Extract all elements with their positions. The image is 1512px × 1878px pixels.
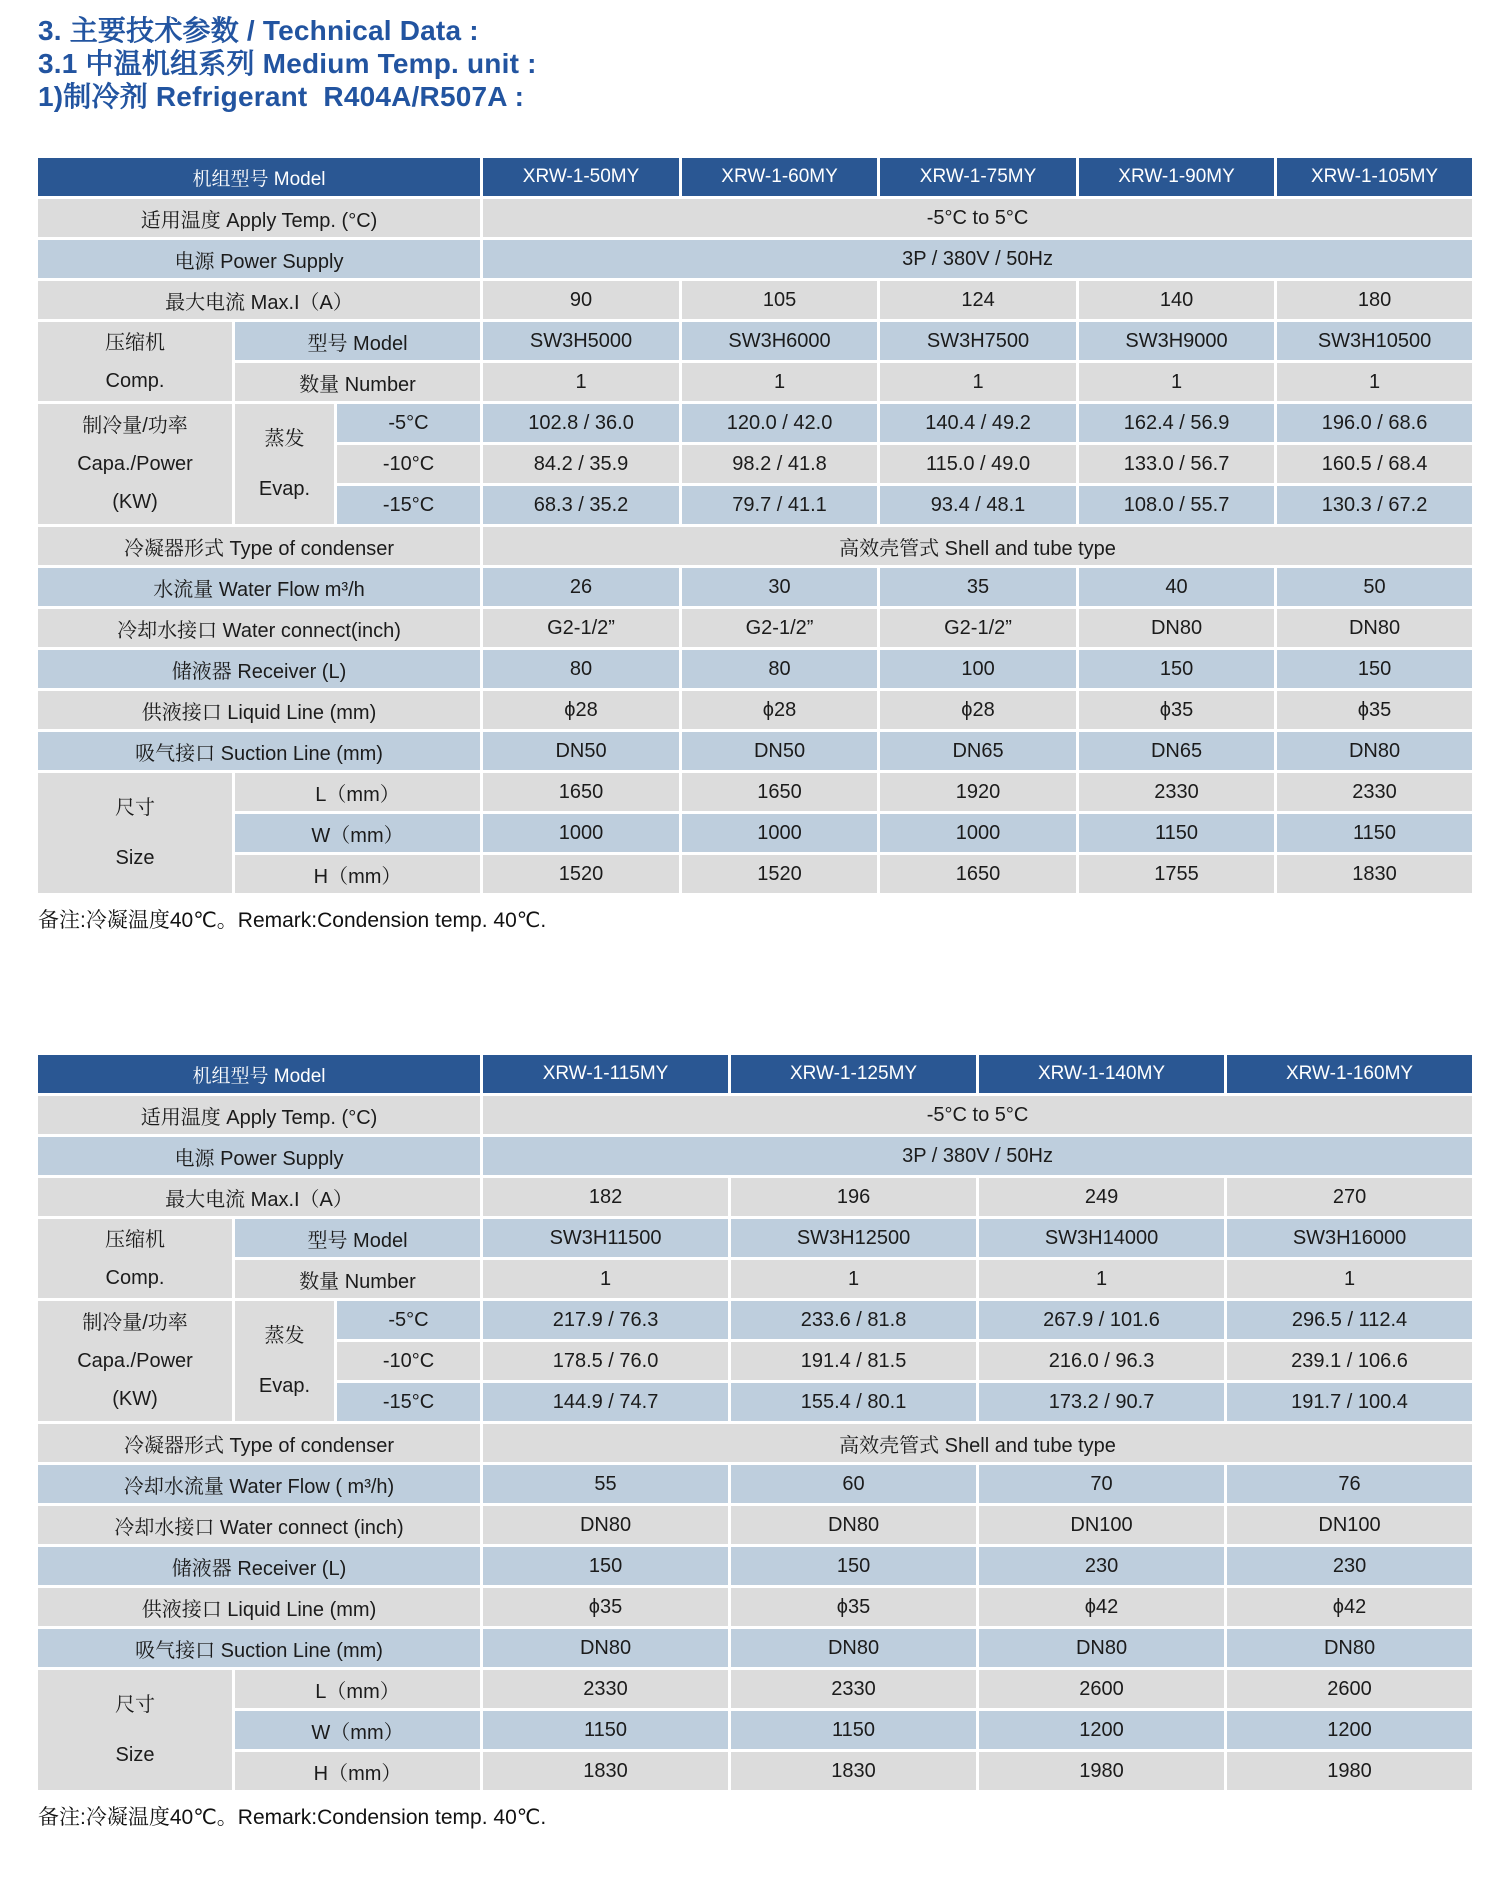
row-label: H（mm）	[235, 1752, 480, 1790]
cell-value: G2-1/2”	[880, 609, 1076, 647]
cell-value: 1520	[682, 855, 877, 893]
group-label-line: 制冷量/功率	[82, 415, 188, 437]
cell-value: 70	[979, 1465, 1224, 1503]
cell-value: G2-1/2”	[682, 609, 877, 647]
cell-value: 100	[880, 650, 1076, 688]
cell-value: 2330	[483, 1670, 728, 1708]
table-row	[38, 527, 1472, 565]
cell-value: 216.0 / 96.3	[979, 1342, 1224, 1380]
sub-group-label	[235, 1301, 334, 1421]
tech-table-2-body	[38, 1096, 1472, 1790]
cell-value: 1	[979, 1260, 1224, 1298]
table-row	[38, 855, 1472, 893]
cell-value: 1980	[1227, 1752, 1472, 1790]
cell-value: DN80	[1277, 732, 1472, 770]
cell-value: 191.4 / 81.5	[731, 1342, 976, 1380]
cell-value: 162.4 / 56.9	[1079, 404, 1274, 442]
cell-value: 196.0 / 68.6	[1277, 404, 1472, 442]
cell-value: 144.9 / 74.7	[483, 1383, 728, 1421]
row-label: 数量 Number	[235, 363, 480, 401]
cell-value: 140.4 / 49.2	[880, 404, 1076, 442]
group-label-line: Comp.	[105, 369, 165, 392]
group-label-line: (KW)	[112, 1388, 158, 1410]
cell-value: ϕ42	[1227, 1588, 1472, 1626]
cell-value: 124	[880, 281, 1076, 319]
cell-value: 296.5 / 112.4	[1227, 1301, 1472, 1339]
section-title-block	[38, 14, 1478, 113]
cell-value: ϕ28	[483, 691, 679, 729]
table-row	[38, 1465, 1472, 1503]
cell-value: DN80	[979, 1629, 1224, 1667]
cell-value: 55	[483, 1465, 728, 1503]
cell-value: 1000	[682, 814, 877, 852]
cell-value: 1000	[880, 814, 1076, 852]
cell-value: 108.0 / 55.7	[1079, 486, 1274, 524]
group-label-line: 制冷量/功率	[82, 1312, 188, 1334]
cell-value: DN80	[731, 1629, 976, 1667]
cell-value: 1150	[483, 1711, 728, 1749]
table-row	[38, 199, 1472, 237]
cell-value: 270	[1227, 1178, 1472, 1216]
cell-value: 80	[682, 650, 877, 688]
sub-group-label	[235, 404, 334, 524]
cell-value: 150	[731, 1547, 976, 1585]
cell-value: DN80	[731, 1506, 976, 1544]
cell-value: 1920	[880, 773, 1076, 811]
table-row	[38, 1711, 1472, 1749]
cell-value: DN65	[1079, 732, 1274, 770]
table-row	[38, 281, 1472, 319]
group-label	[38, 1301, 232, 1421]
header-row	[38, 158, 1472, 196]
table-header-model-label: 机组型号 Model	[38, 158, 480, 196]
table-row	[38, 732, 1472, 770]
cell-value: DN80	[483, 1629, 728, 1667]
cell-value: 1200	[1227, 1711, 1472, 1749]
cell-value: 233.6 / 81.8	[731, 1301, 976, 1339]
tech-table-2	[35, 1052, 1475, 1793]
table-row	[38, 404, 1472, 442]
group-label-line: 压缩机	[105, 1228, 165, 1251]
section-title-line-1: 3. 主要技术参数 / Technical Data :	[38, 15, 479, 46]
row-label: 供液接口 Liquid Line (mm)	[38, 691, 480, 729]
cell-value: 267.9 / 101.6	[979, 1301, 1224, 1339]
header-row	[38, 1055, 1472, 1093]
cell-value: 173.2 / 90.7	[979, 1383, 1224, 1421]
row-label: -15°C	[337, 1383, 480, 1421]
row-label: 储液器 Receiver (L)	[38, 650, 480, 688]
cell-value: 102.8 / 36.0	[483, 404, 679, 442]
row-label: 电源 Power Supply	[38, 240, 480, 278]
cell-value: 1830	[731, 1752, 976, 1790]
cell-value: 1830	[1277, 855, 1472, 893]
table-row	[38, 1096, 1472, 1134]
cell-value: 1	[880, 363, 1076, 401]
cell-value: 40	[1079, 568, 1274, 606]
cell-value: 84.2 / 35.9	[483, 445, 679, 483]
row-label: 吸气接口 Suction Line (mm)	[38, 732, 480, 770]
cell-value: 230	[1227, 1547, 1472, 1585]
cell-value: 150	[1079, 650, 1274, 688]
table-row	[38, 240, 1472, 278]
model-column-header: XRW-1-60MY	[682, 158, 877, 196]
table-row	[38, 1752, 1472, 1790]
table-row	[38, 1506, 1472, 1544]
merged-value: 3P / 380V / 50Hz	[483, 240, 1472, 278]
cell-value: 1	[682, 363, 877, 401]
row-label: 冷却水接口 Water connect (inch)	[38, 1506, 480, 1544]
cell-value: 93.4 / 48.1	[880, 486, 1076, 524]
cell-value: DN65	[880, 732, 1076, 770]
cell-value: 1000	[483, 814, 679, 852]
table-row	[38, 363, 1472, 401]
sub-group-label-line: 蒸发	[264, 1325, 305, 1347]
cell-value: 180	[1277, 281, 1472, 319]
row-label: L（mm）	[235, 1670, 480, 1708]
cell-value: 2600	[1227, 1670, 1472, 1708]
cell-value: SW3H5000	[483, 322, 679, 360]
cell-value: SW3H11500	[483, 1219, 728, 1257]
row-label: -10°C	[337, 445, 480, 483]
cell-value: DN80	[483, 1506, 728, 1544]
group-label-line: Size	[115, 1744, 155, 1766]
merged-value: 高效壳管式 Shell and tube type	[483, 527, 1472, 565]
cell-value: ϕ28	[682, 691, 877, 729]
row-label: H（mm）	[235, 855, 480, 893]
group-label	[38, 1670, 232, 1790]
row-label: 冷凝器形式 Type of condenser	[38, 1424, 480, 1462]
group-label	[38, 1219, 232, 1298]
cell-value: DN50	[682, 732, 877, 770]
table-row	[38, 650, 1472, 688]
row-label: 型号 Model	[235, 1219, 480, 1257]
cell-value: SW3H7500	[880, 322, 1076, 360]
table-row	[38, 1547, 1472, 1585]
cell-value: 217.9 / 76.3	[483, 1301, 728, 1339]
cell-value: 1	[1277, 363, 1472, 401]
cell-value: 2330	[1079, 773, 1274, 811]
group-label-line: 尺寸	[115, 1694, 155, 1716]
table-row	[38, 1588, 1472, 1626]
merged-value: -5°C to 5°C	[483, 199, 1472, 237]
group-label	[38, 773, 232, 893]
cell-value: 160.5 / 68.4	[1277, 445, 1472, 483]
cell-value: ϕ35	[1277, 691, 1472, 729]
cell-value: 30	[682, 568, 877, 606]
table-2-remark: 备注:冷凝温度40℃。Remark:Condension temp. 40℃.	[38, 1806, 547, 1829]
cell-value: SW3H6000	[682, 322, 877, 360]
tech-table-1	[35, 155, 1475, 896]
cell-value: ϕ35	[731, 1588, 976, 1626]
cell-value: 80	[483, 650, 679, 688]
cell-value: SW3H14000	[979, 1219, 1224, 1257]
cell-value: 98.2 / 41.8	[682, 445, 877, 483]
table-row	[38, 1301, 1472, 1339]
table-row	[38, 1260, 1472, 1298]
cell-value: 1	[483, 1260, 728, 1298]
table-row	[38, 1219, 1472, 1257]
table-1-remark: 备注:冷凝温度40℃。Remark:Condension temp. 40℃.	[38, 909, 547, 932]
sub-group-label-line: 蒸发	[264, 428, 305, 450]
table-row	[38, 1424, 1472, 1462]
group-label-line: Comp.	[105, 1266, 165, 1289]
row-label: L（mm）	[235, 773, 480, 811]
row-label: 冷凝器形式 Type of condenser	[38, 527, 480, 565]
tech-table-1-body	[38, 199, 1472, 893]
table-row	[38, 322, 1472, 360]
model-column-header: XRW-1-140MY	[979, 1055, 1224, 1093]
model-column-header: XRW-1-105MY	[1277, 158, 1472, 196]
cell-value: DN80	[1227, 1629, 1472, 1667]
cell-value: 1980	[979, 1752, 1224, 1790]
model-column-header: XRW-1-115MY	[483, 1055, 728, 1093]
cell-value: 1830	[483, 1752, 728, 1790]
row-label: 冷却水接口 Water connect(inch)	[38, 609, 480, 647]
sub-group-label-line: Evap.	[258, 478, 311, 500]
table-row	[38, 1137, 1472, 1175]
row-label: 储液器 Receiver (L)	[38, 1547, 480, 1585]
model-column-header: XRW-1-160MY	[1227, 1055, 1472, 1093]
table-row	[38, 1670, 1472, 1708]
cell-value: G2-1/2”	[483, 609, 679, 647]
row-label: W（mm）	[235, 1711, 480, 1749]
cell-value: 150	[1277, 650, 1472, 688]
table-row	[38, 814, 1472, 852]
row-label: 冷却水流量 Water Flow ( m³/h)	[38, 1465, 480, 1503]
cell-value: 60	[731, 1465, 976, 1503]
row-label: W（mm）	[235, 814, 480, 852]
cell-value: 133.0 / 56.7	[1079, 445, 1274, 483]
cell-value: DN100	[979, 1506, 1224, 1544]
model-column-header: XRW-1-75MY	[880, 158, 1076, 196]
merged-value: 3P / 380V / 50Hz	[483, 1137, 1472, 1175]
cell-value: 1150	[1079, 814, 1274, 852]
cell-value: 1650	[682, 773, 877, 811]
sub-group-label-line: Evap.	[258, 1375, 311, 1397]
cell-value: 2330	[1277, 773, 1472, 811]
row-label: 数量 Number	[235, 1260, 480, 1298]
cell-value: DN50	[483, 732, 679, 770]
cell-value: 150	[483, 1547, 728, 1585]
group-label	[38, 322, 232, 401]
cell-value: 182	[483, 1178, 728, 1216]
cell-value: 115.0 / 49.0	[880, 445, 1076, 483]
model-column-header: XRW-1-125MY	[731, 1055, 976, 1093]
cell-value: 1	[1079, 363, 1274, 401]
cell-value: ϕ28	[880, 691, 1076, 729]
group-label-line: Size	[115, 847, 155, 869]
cell-value: 1520	[483, 855, 679, 893]
row-label: 最大电流 Max.I（A）	[38, 281, 480, 319]
row-label: 水流量 Water Flow m³/h	[38, 568, 480, 606]
cell-value: 1650	[483, 773, 679, 811]
cell-value: DN80	[1277, 609, 1472, 647]
cell-value: 1	[483, 363, 679, 401]
row-label: 电源 Power Supply	[38, 1137, 480, 1175]
model-column-header: XRW-1-90MY	[1079, 158, 1274, 196]
cell-value: 191.7 / 100.4	[1227, 1383, 1472, 1421]
cell-value: 130.3 / 67.2	[1277, 486, 1472, 524]
cell-value: ϕ42	[979, 1588, 1224, 1626]
cell-value: 79.7 / 41.1	[682, 486, 877, 524]
cell-value: 90	[483, 281, 679, 319]
section-title-line-2: 3.1 中温机组系列 Medium Temp. unit :	[38, 48, 537, 79]
cell-value: 1755	[1079, 855, 1274, 893]
cell-value: ϕ35	[1079, 691, 1274, 729]
row-label: 适用温度 Apply Temp. (°C)	[38, 1096, 480, 1134]
model-column-header: XRW-1-50MY	[483, 158, 679, 196]
cell-value: 1200	[979, 1711, 1224, 1749]
cell-value: 50	[1277, 568, 1472, 606]
cell-value: SW3H9000	[1079, 322, 1274, 360]
table-row	[38, 609, 1472, 647]
merged-value: 高效壳管式 Shell and tube type	[483, 1424, 1472, 1462]
row-label: 适用温度 Apply Temp. (°C)	[38, 199, 480, 237]
table-row	[38, 1629, 1472, 1667]
cell-value: 26	[483, 568, 679, 606]
row-label: -5°C	[337, 1301, 480, 1339]
row-label: 供液接口 Liquid Line (mm)	[38, 1588, 480, 1626]
cell-value: 1150	[1277, 814, 1472, 852]
group-label	[38, 404, 232, 524]
section-title-line-3: 1)制冷剂 Refrigerant R404A/R507A :	[38, 81, 525, 112]
cell-value: SW3H12500	[731, 1219, 976, 1257]
cell-value: 120.0 / 42.0	[682, 404, 877, 442]
row-label: -5°C	[337, 404, 480, 442]
cell-value: 1	[731, 1260, 976, 1298]
group-label-line: 压缩机	[105, 331, 165, 354]
group-label-line: 尺寸	[115, 797, 155, 819]
cell-value: DN100	[1227, 1506, 1472, 1544]
cell-value: 76	[1227, 1465, 1472, 1503]
cell-value: DN80	[1079, 609, 1274, 647]
cell-value: 68.3 / 35.2	[483, 486, 679, 524]
cell-value: 196	[731, 1178, 976, 1216]
group-label-line: (KW)	[112, 491, 158, 513]
cell-value: 140	[1079, 281, 1274, 319]
cell-value: 105	[682, 281, 877, 319]
cell-value: 2330	[731, 1670, 976, 1708]
cell-value: 1	[1227, 1260, 1472, 1298]
cell-value: ϕ35	[483, 1588, 728, 1626]
table-row	[38, 568, 1472, 606]
table-row	[38, 691, 1472, 729]
cell-value: 155.4 / 80.1	[731, 1383, 976, 1421]
group-label-line: Capa./Power	[77, 1350, 193, 1372]
tech-table-2-head	[38, 1055, 1472, 1093]
row-label: -15°C	[337, 486, 480, 524]
table-row	[38, 773, 1472, 811]
tech-table-1-head	[38, 158, 1472, 196]
cell-value: SW3H16000	[1227, 1219, 1472, 1257]
group-label-line: Capa./Power	[77, 453, 193, 475]
cell-value: 230	[979, 1547, 1224, 1585]
cell-value: 2600	[979, 1670, 1224, 1708]
cell-value: 249	[979, 1178, 1224, 1216]
cell-value: 178.5 / 76.0	[483, 1342, 728, 1380]
cell-value: 239.1 / 106.6	[1227, 1342, 1472, 1380]
cell-value: SW3H10500	[1277, 322, 1472, 360]
row-label: 最大电流 Max.I（A）	[38, 1178, 480, 1216]
row-label: 吸气接口 Suction Line (mm)	[38, 1629, 480, 1667]
cell-value: 1150	[731, 1711, 976, 1749]
cell-value: 35	[880, 568, 1076, 606]
cell-value: 1650	[880, 855, 1076, 893]
merged-value: -5°C to 5°C	[483, 1096, 1472, 1134]
row-label: 型号 Model	[235, 322, 480, 360]
table-header-model-label: 机组型号 Model	[38, 1055, 480, 1093]
table-row	[38, 1178, 1472, 1216]
row-label: -10°C	[337, 1342, 480, 1380]
